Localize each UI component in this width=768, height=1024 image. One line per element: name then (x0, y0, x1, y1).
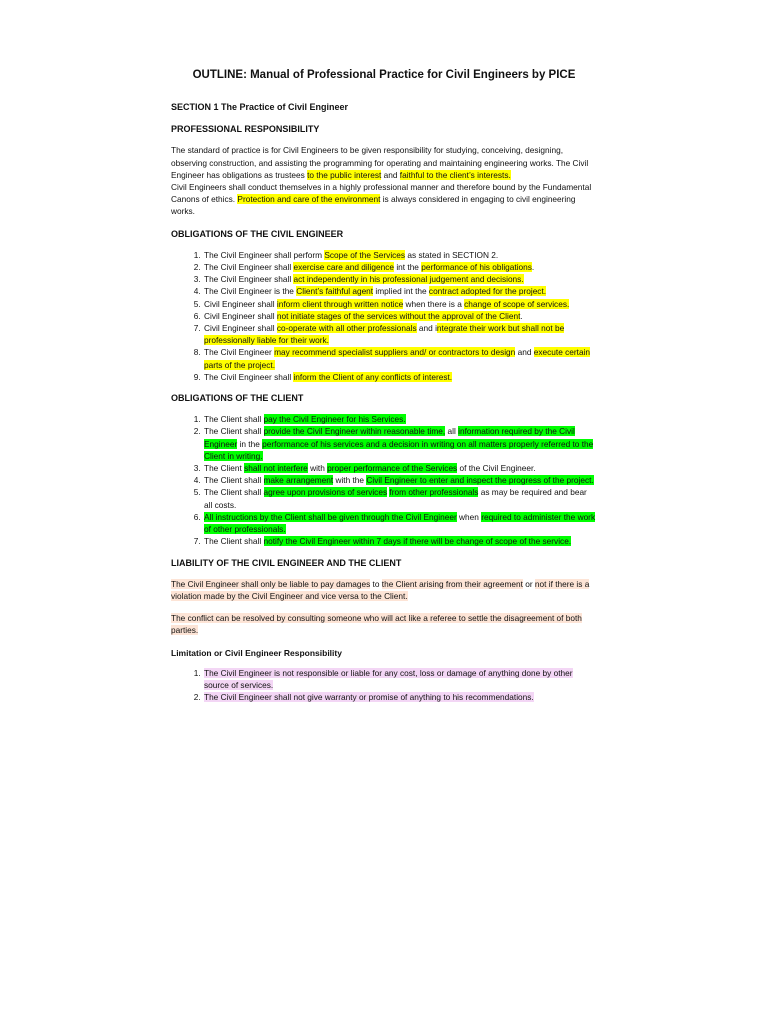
text-run: Civil Engineer shall (204, 298, 277, 309)
highlight-yellow: not initiate stages of the services without the approval of the Client (276, 310, 521, 321)
highlight-green: All instructions by the Client shall be given through the Civil Engineer (204, 511, 457, 522)
list-item (203, 273, 596, 285)
highlight-green: notify the Civil Engineer within 7 days if there will be change of scope of the service. (263, 536, 572, 547)
highlight-peach: The Civil Engineer shall only be liable to pay damages (171, 578, 371, 589)
responsibility-paragraph (171, 144, 596, 181)
highlight-yellow: act independently in his professional judgement and decisions. (293, 274, 524, 285)
list-item (203, 261, 596, 273)
list-item (203, 486, 596, 510)
text-run: The Civil Engineer shall (204, 262, 294, 273)
highlight-yellow: Client’s faithful agent (296, 286, 374, 297)
text-run: . (520, 310, 523, 321)
document-body (171, 101, 596, 712)
text-run: The Client shall (204, 414, 264, 425)
text-run: as may be required and bear all costs. (204, 487, 587, 510)
list-item (203, 413, 596, 425)
highlight-green: agree upon provisions of services (263, 487, 388, 498)
list-item (203, 298, 596, 310)
list-item (203, 667, 596, 691)
highlight-green: pay the Civil Engineer for his Services. (263, 414, 406, 425)
list-item (203, 474, 596, 486)
highlight-yellow: performance of his obligations (421, 262, 532, 273)
highlight-green: information required by the Civil Engineer (204, 426, 575, 449)
section-heading: SECTION 1 The Practice of Civil Engineer (171, 102, 349, 112)
list-item (203, 346, 596, 370)
text-run: The Client shall (204, 426, 264, 437)
highlight-green: performance of his services and a decision in writing on all matters properly referred to the Client in writing. (204, 438, 594, 461)
highlight-green: from other professionals (389, 487, 479, 498)
engineer-obligations-list (171, 249, 596, 383)
liability-paragraph (171, 578, 596, 602)
list-item (203, 285, 596, 297)
highlight-yellow: ntegrate their work but shall not be professionally liable for their work. (204, 323, 565, 346)
text-run: The Client shall (204, 487, 264, 498)
text-run: implied int the (373, 286, 429, 297)
text-run: Civil Engineer shall (204, 310, 277, 321)
professional-responsibility-heading: PROFESSIONAL RESPONSIBILITY (171, 124, 320, 135)
list-item (203, 322, 596, 346)
highlight-yellow: co-operate with all other professionals (276, 323, 417, 334)
ethics-paragraph (171, 181, 596, 218)
text-run: with (307, 463, 328, 474)
text-run: The Civil Engineer shall (204, 371, 294, 382)
limitation-heading: Limitation or Civil Engineer Responsibility (171, 647, 342, 658)
highlight-green: Civil Engineer to enter and inspect the progress of the project. (366, 475, 594, 486)
highlight-yellow: contract adopted for the project. (428, 286, 547, 297)
list-item (203, 511, 596, 535)
document-title: OUTLINE: Manual of Professional Practice for Civil Engineers by PICE (192, 69, 576, 81)
text-run: int the (394, 262, 422, 273)
highlight-lavender: The Civil Engineer is not responsible or liable for any cost, loss or damage of anything done by other source of services. (204, 667, 573, 690)
client-obligations-list (171, 413, 596, 547)
text-run: with the (333, 475, 367, 486)
highlight-green: proper performance of the Services (327, 463, 458, 474)
highlight-green: required to administer the work of other professionals. (204, 511, 596, 535)
text-run: is always considered in engaging to civil engineering works. (171, 194, 576, 217)
liability-heading: LIABILITY OF THE CIVIL ENGINEER AND THE CLIENT (171, 557, 402, 568)
text-run: The Client (204, 463, 245, 474)
highlight-yellow: faithful to the client’s interests. (399, 169, 511, 180)
text-run: when (456, 511, 482, 522)
text-run: in the (237, 438, 263, 449)
highlight-yellow: to the public interest (307, 169, 382, 180)
highlight-green: shall not interfere (244, 463, 308, 474)
highlight-lavender: The Civil Engineer shall not give warranty or promise of anything to his recommendations. (204, 692, 534, 703)
text-run: of the Civil Engineer. (457, 463, 536, 474)
highlight-yellow: exercise care and diligence (293, 262, 395, 273)
highlight-yellow: inform client through written notice (276, 298, 404, 309)
text-run: The Civil Engineer shall (204, 274, 294, 285)
highlight-peach: The conflict can be resolved by consulting someone who will act like a referee to settle the disagreement of both parties. (171, 613, 582, 636)
text-run: and i (416, 323, 437, 334)
highlight-yellow: Protection and care of the environment (237, 194, 381, 205)
text-run: to (370, 578, 382, 589)
text-run: The Civil Engineer is the (204, 286, 297, 297)
highlight-peach: the Client arising from their agreement (381, 578, 523, 589)
list-item (203, 691, 596, 703)
list-item (203, 425, 596, 462)
highlight-yellow: change of scope of services. (464, 298, 570, 309)
text-run: Civil Engineer shall (204, 323, 277, 334)
text-run: when there is a (403, 298, 465, 309)
list-item (203, 535, 596, 547)
conflict-paragraph (171, 612, 596, 636)
highlight-yellow: inform the Client of any conflicts of interest. (293, 371, 453, 382)
highlight-yellow: may recommend specialist suppliers and/ or contractors to design (274, 347, 516, 358)
text-run: or (522, 578, 535, 589)
text-run: The Client shall (204, 536, 264, 547)
list-item (203, 371, 596, 383)
text-run: and (381, 169, 400, 180)
client-obligations-heading: OBLIGATIONS OF THE CLIENT (171, 393, 304, 404)
text-run: and (515, 347, 534, 358)
engineer-obligations-heading: OBLIGATIONS OF THE CIVIL ENGINEER (171, 228, 344, 239)
text-run: all (445, 426, 459, 437)
list-item (203, 462, 596, 474)
highlight-green: provide the Civil Engineer within reasonable time, (263, 426, 446, 437)
text-run: as stated in SECTION 2. (405, 249, 499, 260)
text-run: The Civil Engineer shall perform (204, 249, 325, 260)
text-run: The standard of practice is for Civil Engineers to be given responsibility for studying, conceiving, designing, observing construction, and assisting the programming for operating and maintaining engineering works. The Civil Engineer has obligations as trustees (171, 145, 589, 180)
text-run: The Client shall (204, 475, 264, 486)
highlight-green: make arrangement (263, 475, 334, 486)
text-run: Civil Engineers shall conduct themselves in a highly professional manner and therefore bound by the Fundamental Canons of ethics. (171, 182, 592, 205)
highlight-yellow: execute certain parts of the project. (204, 347, 591, 370)
list-item (203, 249, 596, 261)
highlight-yellow: Scope of the Services (324, 249, 406, 260)
limitation-list (171, 667, 596, 704)
text-run: The Civil Engineer (204, 347, 275, 358)
text-run: . (531, 262, 535, 273)
highlight-peach: not if there is a violation made by the Civil Engineer and vice versa to the Client. (171, 578, 590, 601)
list-item (203, 310, 596, 322)
